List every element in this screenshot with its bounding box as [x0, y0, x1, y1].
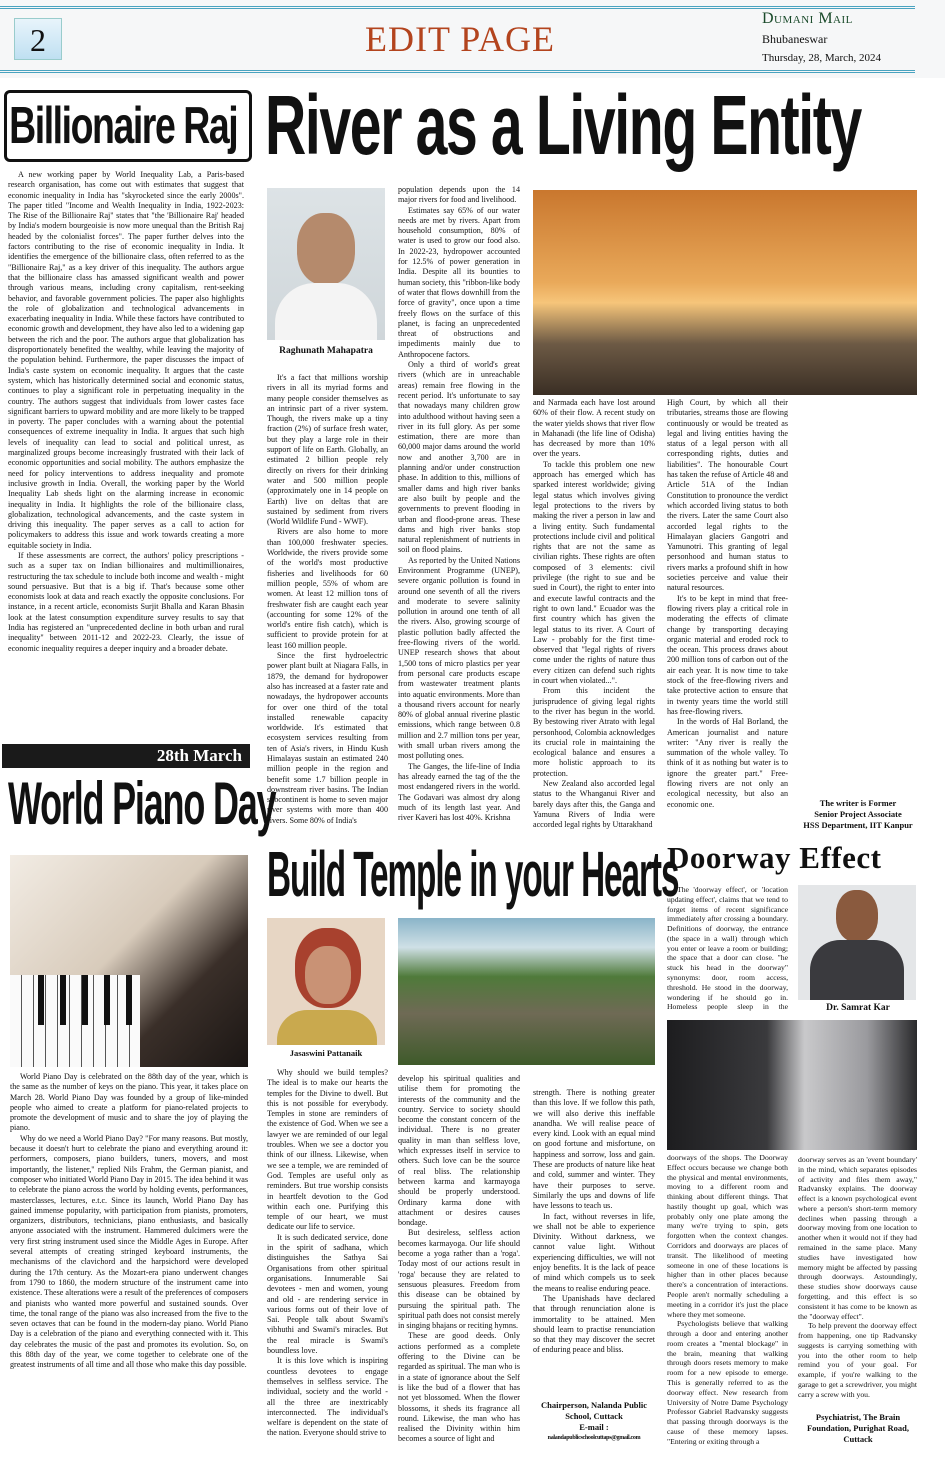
- paragraph: In fact, without reverses in life, we shall not be able to experience Divinity. Without darkness, we cannot value light. Without experiencing difficulties, we will not enjoy benefits. It is the lack of peace of mind which compels us to seek the means to realise enduring peace.: [533, 1211, 655, 1293]
- paragraph-continued: High Court, by which all their tributaries, streams those are flowing continuously or would be treated as legal and living entities having the status of a legal person with all corresponding rights, duties and liabilities". The honourable Court has taken the refuse of Article 48 and Article 51A of the Indian Constitution to pronounce the verdict which accorded living status to both the rivers. Later the same Court also accorded legal rights to the Himalayan glaciers Gangotri and Yamunotri. This granting of legal personhood and human status to rivers marks a profound shift in how societies perceive and value their natural resources.: [667, 398, 788, 593]
- signature-line: Senior Project Associate: [814, 809, 902, 819]
- paragraph: The Upanishads have declared that through renunciation alone is immortality to be attained. Men should learn to practise renunciation so that they may discover the secret of enduring peace and bliss.: [533, 1293, 655, 1355]
- piano-article: [10, 1072, 248, 1447]
- river-signature: [798, 798, 918, 831]
- billionaire-article: [8, 170, 244, 730]
- author-photo-raghunath: [267, 188, 385, 340]
- billionaire-title: Billionaire Raj: [9, 97, 238, 155]
- signature-line: Cuttack: [843, 1434, 873, 1444]
- doorway-signature: [798, 1412, 918, 1445]
- doorway-author: Dr. Samrat Kar: [826, 1003, 890, 1013]
- doorway-title: Doorway Effect: [667, 840, 882, 875]
- signature-line: HSS Department, IIT Kanpur: [803, 820, 913, 830]
- paragraph: A new working paper by World Inequality Lab, a Paris-based research organisation, has come out with estimates that suggest that economic inequality in India has "skyrocketed since the early 2000s". The paper titled "Income and Wealth Inequality in India, 1922-2023: The Rise of the Billionaire Raj" states that "the 'Billionaire Raj' headed by India's modern bourgeoisie is now more unequal than the British Raj headed by the colonialist forces". The paper further delves into the factors contributing to the rise of economic inequality in India. It identifies the emergence of the billionaire class, often referred to as the "Billionaire Raj," as a key driver of this inequality. The authors argue that the billionaire class has amassed significant wealth and power through various means, including crony capitalism, rent-seeking behavior, and favorable government policies. The paper also highlights the role of globalization and technological advancements in exacerbating inequality in India. While these factors have contributed to economic growth and development, they have also led to a widening gap between the rich and the poor. The authors argue that globalization has disproportionately benefited the wealthy, while leaving the majority of the population behind. Furthermore, the paper discusses the impact of India's caste system on economic inequality. It argues that the caste system, which has historically determined social and economic status, continues to play a significant role in perpetuating inequality in the country. The authors suggest that individuals from lower castes face significant barriers to upward mobility and are more likely to be trapped in poverty. The paper concludes with a warning about the potential consequences of extreme inequality in India. It argues that such high levels of inequality can lead to social and political unrest, as marginalized groups become increasingly frustrated with their lack of economic opportunities and social mobility. The authors emphasize the need for policy interventions to address inequality and promote inclusive growth in India. Overall, the working paper by the World Inequality Lab sheds light on the alarming increase in economic inequality in India. It highlights the role of the billionaire class, globalization, technological advancements, and the caste system in driving this inequality. The paper serves as a call to action for policymakers to address this issue and work towards creating a more equitable society in India.: [8, 170, 244, 550]
- paragraph: From this incident the jurisprudence of giving legal rights to the river has begun in the world. By bestowing river Atrato with legal personhood, Colombia acknowledges its crucial role in maintaining the ecological balance and ensures a more holistic approach to its protection.: [533, 686, 655, 778]
- paragraph: Rivers are also home to more than 100,000 freshwater species. Worldwide, the rivers provide some of the world's most productive fisheries and livelihoods for 60 million people, 55% of whom are women. At least 12 million tons of freshwater fish are caught each year (accounting for some 12% of the world's entire fish catch), which is sufficient to provide protein for at least 160 million people.: [267, 527, 388, 650]
- paragraph: Why do we need a World Piano Day? "For many reasons. But mostly, because it doesn't hurt to celebrate the piano and everything around it: performers, composers, piano builders, tuners, movers, and most importantly, the listener," replied Nils Frahm, the German pianist, and composer who initiated World Piano Day in 2015. The idea behind it was to celebrate the piano across the world by holding events, performances, masterclasses, lectures, e.t.c. Since its launch, World Piano Day has gained immense popularity, with participation from pianists, promoters, organizers, distributors, technicians, piano enthusiasts, and basically anyone associated with the instrument. Hammered dulcimers were the very first string instrument used since the Middle Ages in Europe. After several attempts of creating stringed keyboard instruments, the mechanisms of the clavichord and the harpsichord were developed during the 17th century. As the Mozart-era piano underwent changes from 1790 to 1860, the modern structure of the instrument came into existence. These alterations were a result of the preferences of composers and pianists who wanted more powerful and sustained sounds. Over time, the tonal range of the piano was also increased from the five to the seven octaves that can be found in the modern-day piano. World Piano Day is a celebration of the piano and everything connected with it. This day celebrates the music of the past and promotes its evolution. So, on this 88th day of the year, we come together to celebrate one of the greatest instruments of all time and all those who make this day possible.: [10, 1133, 248, 1370]
- paragraph: But desireless, selfless action becomes karmayoga. Our life should become a yoga rather than a 'roga'. Today most of our actions result in 'roga' because they are related to sensuous pleasures. Freedom from this disease can be obtained by pursuing the spiritual path. The spiritual path does not consist merely in singing bhajans or reciting hymns.: [398, 1228, 520, 1331]
- paragraph-continued: population depends upon the 14 major rivers for food and livelihood.: [398, 185, 520, 205]
- doorway-col-1: [667, 885, 788, 1447]
- paragraph: Since the first hydroelectric power plant built at Niagara Falls, in 1879, the demand for hydropower also has increased at a faster rate and nowadays, the hydropower accounts for over one third of the total installed renewable capacity worldwide. It's estimated that ecosystem services resulting from ten of Asia's rivers, in Hindu Kush Himalayas sustain an estimated 240 million people in the region and benefit some 1.7 billion people in downstream river basins. The Indian subcontinent is home to seven major river systems with more than 400 rivers. Some 80% of India's: [267, 651, 388, 825]
- paragraph: Only a third of world's great rivers (which are in unreachable areas) remain free flowing in the recent period. It's unfortunate to say that nowadays many children grow into adulthood without having seen a river in its full glory. As per some estimation, there are more than 60,000 major dams around the world now and another 3,700 are in planning and/or under construction phase. In addition to this, millions of smaller dams and high river banks are also built by people and the governments to prevent flooding in urban and flood-prone areas. These dams and high river banks stop natural replenishment of nutrients in soil on flood plains.: [398, 360, 520, 555]
- paragraph: To tackle this problem one new approach has emerged which has sparked interest worldwide; giving legal status which involves giving legal protections to the rivers by making the river a person in law and a living entity. Such fundamental protections include civil and political rights that are not the same as civilian rights. These rights are often composed of 3 elements: civil privilege (the right to sue and be sued in Court), the right to enter into and execute lawful contracts and the right to own land." Ecuador was the first country which has given the legal status to its river. A Court of Law - probably for the first time-observed that "legal rights of rivers come under the rights of nature thus every citizen can defend such rights in court when violated...".: [533, 459, 655, 686]
- paragraph-continued: strength. There is nothing greater than this love. If we follow this path, we will also derive this ineffable anandha. We will realise peace of every kind. Look with an equal mind on good fortune and misfortune, on happiness and sorrow, loss and gain. These are products of nature like heat and cold, summer and winter. They have their purposes to serve. Similarly the ups and downs of life have lessons to teach us.: [533, 1088, 655, 1211]
- paragraph: To help prevent the doorway effect from happening, one tip Radvansky suggests is carrying something with you into the other room to help remind you of your goal. For example, if you're walking to the garage to get a screwdriver, you might carry a screw with you.: [798, 1321, 917, 1399]
- image-spacer: [667, 1015, 788, 1153]
- temple-title: Build Temple in your Hearts: [267, 838, 679, 910]
- piano-title: World Piano Day: [8, 770, 276, 837]
- paragraph: World Piano Day is celebrated on the 88th day of the year, which is the same as the number of keys on the piano. This year, it takes place on March 28. World Piano Day was founded by a group of like-minded people who aimed to create a platform for piano-related projects to promote the development of music and to share the joy of playing the piano.: [10, 1072, 248, 1133]
- signature-line: E-mail :: [579, 1422, 609, 1432]
- river-col-2: [398, 185, 520, 833]
- author-photo-jasaswini: [267, 918, 385, 1045]
- signature-line: The writer is Former: [819, 798, 897, 808]
- doorway-col-2: [798, 1155, 917, 1403]
- temple-col-3: [533, 1088, 655, 1393]
- paragraph: In the words of Hal Borland, the American journalist and nature writer: "Any river is really the summation of the whole valley. To think of it as nothing but water is to ignore the greater part." Free-flowing rivers are not only an ecological necessity, but also an economic one.: [667, 717, 788, 809]
- temple-signature: [530, 1400, 658, 1444]
- paragraph: As reported by the United Nations Environment Programme (UNEP), severe organic pollution is found in around one seventh of all the rivers and moderate to severe salinity pollution in around one tenth of all the rivers. Also, growing scourge of plastic pollution badly affected the free-flowing rivers of the world. UNEP research shows that about 1,500 tons of micro plastics per year from personal care products escape from wastewater treatment plants into aquatic environments. More than a thousand rivers account for nearly 80% of global annual riverine plastic emissions, which range between 0.8 million and 2.7 million tons per year, with small urban rivers among the most polluting ones.: [398, 555, 520, 761]
- paragraph: It's to be kept in mind that free-flowing rivers play a critical role in moderating the effects of climate change by transporting decaying organic material and eroded rock to the ocean. This process draws about 200 million tons of carbon out of the air each year. It is now time to take stock of the free-flowing rivers and take protective action to ensure that in twenty years time the world still has free-flowing rivers.: [667, 593, 788, 716]
- paragraph: The 'doorway effect', or 'location updating effect', claims that we tend to forget items of recent significance immediately after crossing a boundary. Definitions of doorway, the entrance (the space in a wall) through which you enter or leave a room or building; the space that a door can close. "he stuck his head in the doorway" synonyms: door, room access, threshold. He stood in the doorway, wondering if he should go in. Homeless people sleep in the doorways of the shops. The Doorway Effect occurs because we change both the physical and mental environments, moving to a different room and thinking about different things. That hastily thought up goal, which was probably only one plate among the many we're trying to spin, gets forgotten when the context changes. Corridors and doorways are places of transit. The likelihood of meeting someone in one of these locations is higher than in other places because there's a concentration of interactions. People aren't normally scheduling a meeting in a corridor it's just the place where they met someone.: [667, 885, 788, 1319]
- section-title: EDIT PAGE: [364, 19, 556, 59]
- river-col-3: [533, 398, 655, 833]
- paragraph: Why should we build temples? The ideal is to make our hearts the temples for the Divine to dwell. But this is not possible for everybody. Temples in stone are reminders of the existence of God. When we see a lawyer we are reminded of our legal troubles. When we see a doctor you think of our illness. Likewise, when we see a temple, we are reminded of God. Temples are useful only as reminders. But true worship consists in heartfelt devotion to the God within each one. Purifying this temple of our heart, we must dedicate our life to service.: [267, 1068, 388, 1232]
- river-title: River as a Living Entity: [265, 78, 861, 172]
- city: Bhubaneswar: [762, 32, 828, 46]
- paragraph: Estimates say 65% of our water needs are met by rivers. Apart from household consumption, 80% of water is used to grow our food also. In 2022-23, hydropower accounted for 12.5% of power generation in India. Despite all its bounties to human society, this "ribbon-like body of water that flows downhill from the force of gravity", once upon a time freely flows on the surface of this planet, is facing an unprecedented threat of obstructions and impediments mainly due to Anthropocene factors.: [398, 205, 520, 359]
- river-author: Raghunath Mahapatra: [279, 346, 373, 356]
- signature-line: School, Cuttack: [565, 1411, 623, 1421]
- temple-col-1: [267, 1068, 388, 1448]
- temple-col-2: [398, 1074, 520, 1448]
- paragraph: Psychologists believe that walking through a door and entering another room creates a "mental blockage" in the brain, meaning that walking through doors resets memory to make room for a new episode to emerge. This is generally referred to as the doorway effect. New research from University of Notre Dame Psychology Professor Gabriel Radvansky suggests that passing through doorways is the cause of these memory lapses. "Entering or exiting through a: [667, 1319, 788, 1446]
- temple-photo: [398, 918, 655, 1065]
- paragraph-continued: and Narmada each have lost around 60% of their flow. A recent study on the water yields shows that river flow in Mahanadi (the life line of Odisha) has decreased by more than 10% over the years.: [533, 398, 655, 459]
- temple-author: Jasaswini Pattanaik: [289, 1048, 363, 1058]
- paragraph: It is such dedicated service, done in the spirit of sadhana, which distinguishes the Sathya Sai Organisations from other spiritual organisations. Innumerable Sai devotees - men and women, young and old - are rendering service in various forms out of their love of Sai. People talk about Swami's vibhuthi and Swami's miracles. But the real miracle is Swami's boundless love.: [267, 1232, 388, 1356]
- river-col-4: [667, 398, 788, 833]
- signature-email: nalandapublicschoolcuttaps@gmail.com: [547, 1435, 641, 1441]
- paragraph-continued: develop his spiritual qualities and utilise them for promoting the interests of the community and the country. Service to society should become the constant concern of the individual. There is no greater quality in man than selfless love, which expresses itself in service to others. Such love can be the source of real bliss. The relationship between karma and karmayoga should be properly understood. Ordinary karma done with attachment or desires causes bondage.: [398, 1074, 520, 1228]
- piano-photo: [10, 855, 248, 1067]
- paragraph: It's a fact that millions worship rivers in all its myriad forms and many people consider themselves as an intrinsic part of a river system. Though, the rivers make up a tiny fraction (2%) of surface fresh water, but they play a large role in their support of life on Earth. Globally, an estimated 2 billion people rely directly on rivers for their drinking water and 500 million people (approximately one in 14 people on Earth) live on deltas that are sustained by sediment from rivers (World Wildlife Fund - WWF).: [267, 373, 388, 527]
- river-col-1: [267, 373, 388, 833]
- header-rule-bottom: [0, 70, 915, 73]
- issue-date: Thursday, 28, March, 2024: [762, 52, 882, 64]
- header-rule-top: [0, 6, 915, 9]
- paragraph: New Zealand also accorded legal status to the Whanganui River and barely days after this, the Ganga and Yamuna Rivers of India were accorded legal rights by Uttarakhand: [533, 778, 655, 830]
- signature-line: Psychiatrist, The Brain: [815, 1412, 901, 1422]
- page-number: 2: [14, 18, 62, 60]
- paragraph-continued: doorway serves as an 'event boundary' in the mind, which separates episodes of activity and files them away," Radvansky explains. The doorway effect is a known psychological event where a person's short-term memory declines when passing through a doorway moving from one location to another when it would not if they had remained in the same place. Many studies have investigated how memory might be affected by passing through doorways. Astoundingly, these studies show doorways cause forgetting, and this effect is so consistent it has come to be known as the "doorway effect".: [798, 1155, 917, 1321]
- paragraph: The Ganges, the life-line of India has already earned the tag of the the most endangered rivers in the world. The Godavari was almost dry along much of its length last year. And river Kaveri has lost 40%. Krishna: [398, 761, 520, 823]
- river-sunset-photo: [533, 190, 917, 395]
- paragraph: These are good deeds. Only actions performed as a complete offering to the Divine can be regarded as spiritual. The man who is in a state of ignorance about the Self is like the bud of a flower that has not yet blossomed. When the flower blossoms, it sheds its fragrance all round. Likewise, the man who has realised the Divinity within him becomes a source of light and: [398, 1331, 520, 1444]
- signature-line: Foundation, Purighat Road,: [806, 1423, 910, 1433]
- paragraph: If these assessments are correct, the authors' policy prescriptions - such as a super tax on Indian billionaires and multimillionaires, restructuring the tax schedule to include both income and wealth - might sound persuasive. But that is a big if. That's because some other economists look at data and reach exactly the opposite conclusions. For instance, in a recent article, economists Surjit Bhalla and Karan Bhasin look at the latest consumption expenditure survey results to say that India has registered an "unprecedented decline in both urban and rural inequality" between 2011-12 and 2022-23. Clearly, the issue of economic inequality requires a deeper inquiry and a broader debate.: [8, 550, 244, 653]
- piano-banner: 28th March: [2, 744, 250, 768]
- paragraph: It is this love which is inspiring countless devotees to engage themselves in selfless service. The individual, society and the world - all the three are inextricably interconnected. The individual's welfare is dependent on the state of the nation. Everyone should strive to: [267, 1356, 388, 1438]
- signature-line: Chairperson, Nalanda Public: [540, 1400, 648, 1410]
- river-col-5: [798, 398, 917, 793]
- billionaire-title-box: [4, 90, 252, 162]
- masthead: Dumani Mail: [762, 10, 853, 27]
- author-photo-samrat: [798, 885, 916, 1000]
